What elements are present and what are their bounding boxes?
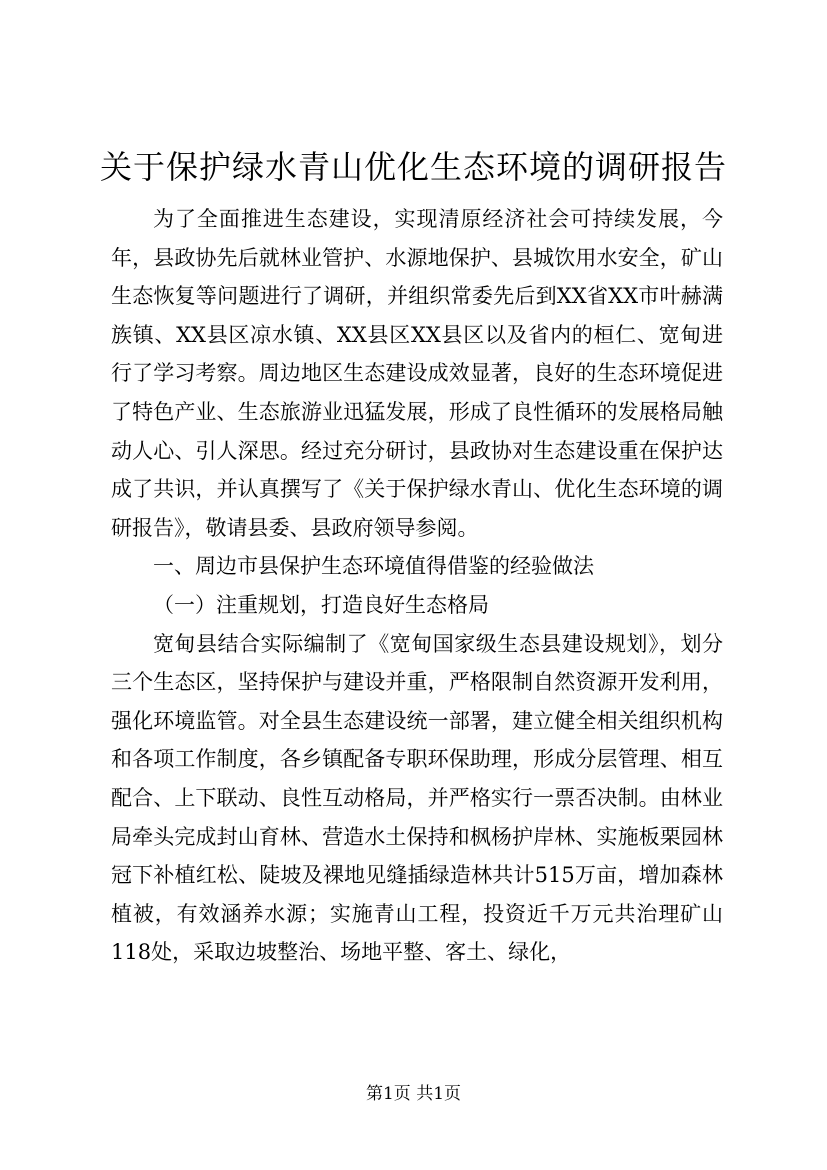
section-heading: 一、周边市县保护生态环境值得借鉴的经验做法	[153, 554, 594, 579]
document-title: 关于保护绿水青山优化生态环境的调研报告	[99, 148, 727, 186]
intro-paragraph: 为了全面推进生态建设，实现清原经济社会可持续发展，今年，县政协先后就林业管护、水源地保护、县城饮用水安全，矿山生态恢复等问题进行了调研，并组织常委先后到XX省XX市叶赫满族镇、XX县区凉水镇、XX县区XX县区以及省内的桓仁、宽甸进行了学习考察。周边地区生态建设成效显著，良好的生态环境促进了特色产业、生态旅游业迅猛发展，形成了良性循环的发展格局触动人心、引人深思。经过充分研讨，县政协对生态建设重在保护达成了共识，并认真撰写了《关于保护绿水青山、优化生态环境的调研报告》，敬请县委、县政府领导参阅。	[111, 207, 723, 540]
page-number-footer: 第1页 共1页	[365, 1084, 462, 1104]
subsection-heading: （一）注重规划，打造良好生态格局	[153, 592, 489, 617]
subsection-paragraph: 宽甸县结合实际编制了《宽甸国家级生态县建设规划》，划分三个生态区，坚持保护与建设并重，严格限制自然资源开发利用，强化环境监管。对全县生态建设统一部署，建立健全相关组织机构和各项工作制度，各乡镇配备专职环保助理，形成分层管理、相互配合、上下联动、良性互动格局，并严格实行一票否决制。由林业局牵头完成封山育林、营造水土保持和枫杨护岸林、实施板栗园林冠下补植红松、陡坡及裸地见缝插绿造林共计515万亩，增加森林植被，有效涵养水源；实施青山工程，投资近千万元共治理矿山118处，采取边坡整治、场地平整、客土、绿化，	[111, 631, 723, 965]
document-body	[111, 200, 723, 972]
